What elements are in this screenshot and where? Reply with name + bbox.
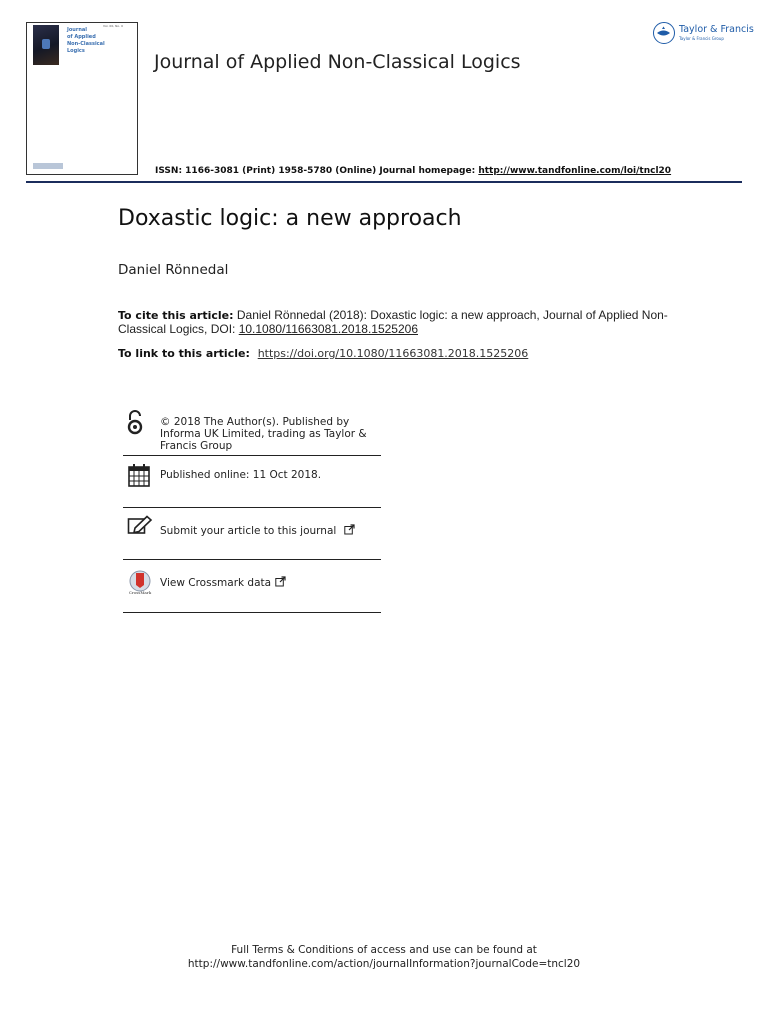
info-divider <box>123 612 381 613</box>
journal-cover-image <box>26 22 138 175</box>
article-title: Doxastic logic: a new approach <box>118 206 462 231</box>
info-divider <box>123 455 381 456</box>
cover-artwork <box>33 25 59 65</box>
cover-title-line: Logics <box>67 48 85 54</box>
publisher-logo <box>653 22 754 48</box>
cite-text: Daniel Rönnedal (2018): Doxastic logic: a new approach, Journal of Applied Non-Classical Logics, DOI: <box>118 308 668 336</box>
footer-terms-url[interactable]: http://www.tandfonline.com/action/journalInformation?journalCode=tncl20 <box>187 958 581 970</box>
cover-title-line: Non-Classical <box>67 41 105 47</box>
published-date: Published online: 11 Oct 2018. <box>160 469 322 481</box>
open-access-icon <box>126 410 144 436</box>
license-text: © 2018 The Author(s). Published by Informa UK Limited, trading as Taylor & Francis Group <box>160 416 367 452</box>
external-link-icon <box>275 576 286 587</box>
info-divider <box>123 507 381 508</box>
cover-title-line: of Applied <box>67 34 96 40</box>
edit-icon <box>127 515 153 535</box>
publisher-name: Taylor & Francis <box>679 24 754 35</box>
publisher-group: Taylor & Francis Group <box>679 36 724 41</box>
publisher-logo-icon <box>653 22 675 44</box>
journal-homepage-link[interactable]: http://www.tandfonline.com/loi/tncl20 <box>478 166 672 176</box>
calendar-icon <box>128 463 150 487</box>
article-link-line <box>118 347 528 360</box>
external-link-icon <box>344 524 355 535</box>
cite-label: To cite this article: <box>118 309 234 322</box>
cover-footer-logo <box>33 163 63 169</box>
article-doi-url[interactable]: https://doi.org/10.1080/11663081.2018.1525206 <box>257 347 529 360</box>
article-author: Daniel Rönnedal <box>118 262 229 278</box>
crossmark-logo-text: CrossMark <box>128 590 152 595</box>
doi-link[interactable]: 10.1080/11663081.2018.1525206 <box>238 321 418 336</box>
info-divider <box>123 559 381 560</box>
citation-block <box>118 309 678 336</box>
submit-article-link[interactable] <box>160 524 355 537</box>
journal-title: Journal of Applied Non-Classical Logics <box>154 51 521 73</box>
crossmark-label: View Crossmark data <box>160 577 272 589</box>
submit-article-label: Submit your article to this journal <box>160 525 337 537</box>
footer-terms <box>0 943 768 971</box>
crossmark-link[interactable] <box>160 576 286 589</box>
cover-volume: Vol. 00, No. 0 <box>103 24 123 28</box>
header-divider <box>26 181 742 183</box>
issn-text: ISSN: 1166-3081 (Print) 1958-5780 (Online) Journal homepage: <box>155 166 479 176</box>
cover-title-line: Journal <box>67 27 87 33</box>
link-label: To link to this article: <box>118 347 254 360</box>
footer-line: Full Terms & Conditions of access and use can be found at <box>231 944 537 956</box>
issn-line <box>155 166 671 176</box>
